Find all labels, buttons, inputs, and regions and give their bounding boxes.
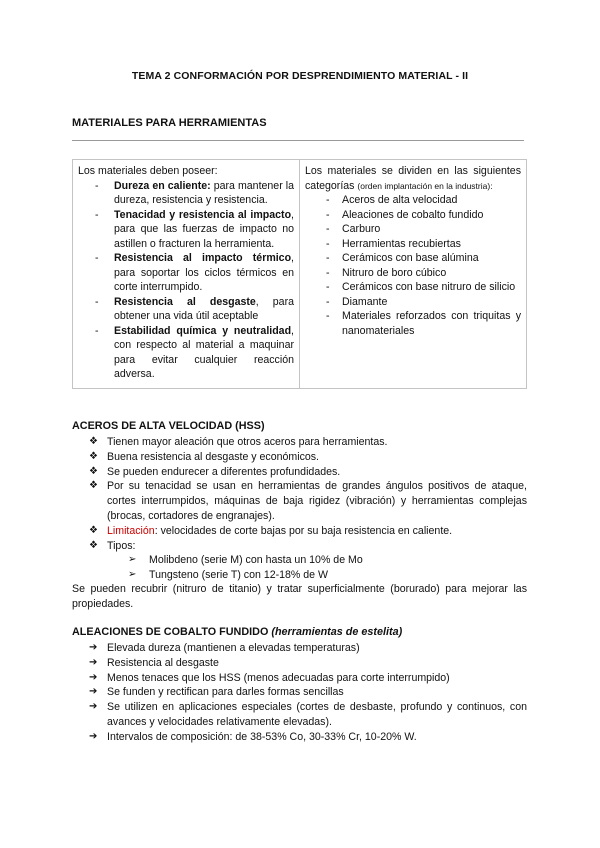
requirement-term: Dureza en caliente: [114,179,211,192]
hss-item-text: Buena resistencia al desgaste y económicos. [107,450,319,463]
cobalt-item [72,685,527,700]
hss-note: Se pueden recubrir (nitruro de titanio) y tratar superficialmente (borurado) para mejorar las propiedades. [72,583,527,610]
requirement-item [78,324,294,382]
requirement-term: Estabilidad química y neutralidad [114,324,292,337]
types-label: Tipos: [107,539,136,552]
categories-intro-text: Los materiales se dividen en las siguientes categorías [305,165,521,192]
category-item: - Aleaciones de cobalto fundido [305,208,521,223]
page-title: TEMA 2 CONFORMACIÓN POR DESPRENDIMIENTO MATERIAL - II [131,70,469,82]
arrow-bullet-icon: ➔ [89,686,98,698]
requirements-intro: Los materiales deben poseer: [78,165,218,177]
diamond-bullet-icon: ❖ [89,450,98,462]
hss-types [72,539,527,554]
requirement-item [78,179,294,208]
arrowhead-bullet-icon: ➢ [128,569,137,581]
category-item: - Cerámicos con base nitruro de silicio [305,280,521,295]
categories-intro-note: (orden implantación en la industria): [357,180,493,191]
diamond-bullet-icon: ❖ [89,465,98,477]
category-item: - Diamante [305,295,521,310]
diamond-bullet-icon: ❖ [89,539,98,551]
hss-item [72,465,527,480]
cobalt-item [72,671,527,686]
requirement-term: Tenacidad y resistencia al impacto [114,208,292,221]
arrow-bullet-icon: ➔ [89,656,98,668]
requirements-cell [73,160,300,389]
materials-table [72,159,527,389]
cobalt-item [72,656,527,671]
hss-item [72,479,527,523]
requirement-desc: , para obtener una vida útil aceptable [114,295,294,322]
arrow-bullet-icon: ➔ [89,730,98,742]
hss-list [72,435,527,583]
requirement-item [78,295,294,324]
requirement-item [78,251,294,295]
requirement-desc: , para soportar los ciclos térmicos en corte interrumpido. [114,252,294,293]
category-item: - Nitruro de boro cúbico [305,266,521,281]
requirements-list [78,179,294,382]
hss-item [72,435,527,450]
cobalt-item-text: Elevada dureza (mantienen a elevadas temperaturas) [107,642,360,654]
category-item: - Herramientas recubiertas [305,237,521,252]
hss-type-item [72,568,527,583]
hss-item [72,450,527,465]
limitation-label: Limitación [107,524,155,537]
cobalt-item [72,730,527,745]
categories-cell [300,160,527,389]
arrowhead-bullet-icon: ➢ [128,554,137,566]
limitation-text: : velocidades de corte bajas por su baja resistencia en caliente. [154,524,453,537]
requirement-desc: , con respecto al material a maquinar para evitar cualquier reacción adversa. [114,324,294,380]
category-item: - Aceros de alta velocidad [305,193,521,208]
cobalt-list [72,641,527,745]
categories-list [305,193,521,338]
arrow-bullet-icon: ➔ [89,642,98,653]
cobalt-item-text: Resistencia al desgaste [107,656,219,669]
cobalt-item-text: Intervalos de composición: de 38-53% Co, 30-33% Cr, 10-20% W. [107,730,417,743]
cobalt-item-text: Menos tenaces que los HSS (menos adecuadas para corte interrumpido) [107,671,450,684]
cobalt-item-text: Se utilizen en aplicaciones especiales (cortes de desbaste, profundo y continuos, con avances y velocidades relativamente elevadas). [107,701,527,728]
horizontal-divider [72,140,524,141]
arrow-bullet-icon: ➔ [89,701,98,713]
hss-type-item [72,553,527,568]
cobalt-item [72,641,527,656]
category-item: - Carburo [305,222,521,237]
hss-item-text: Tienen mayor aleación que otros aceros para herramientas. [107,436,388,448]
categories-intro [305,164,521,193]
hss-item-text: Por su tenacidad se usan en herramientas de grandes ángulos positivos de ataque, cortes interrumpidos, máquinas de baja rigidez (vibración) y herramientas complejas (brocas, cortadores de engranajes). [107,480,527,522]
diamond-bullet-icon: ❖ [89,436,98,447]
requirement-term: Resistencia al impacto térmico [114,252,292,264]
cobalt-heading-italic: (herramientas de estelita) [271,626,403,638]
hss-limitation [72,524,527,539]
requirement-desc: , para que las fuerzas de impacto no astillen o fracturen la herramienta. [114,208,294,250]
diamond-bullet-icon: ❖ [89,524,98,536]
cobalt-heading-text: ALEACIONES DE COBALTO FUNDIDO [72,626,272,638]
requirement-term: Resistencia al desgaste [114,295,256,308]
cobalt-item-text: Se funden y rectifican para darles formas sencillas [107,686,344,699]
section-heading-hss: ACEROS DE ALTA VELOCIDAD (HSS) [72,420,265,432]
category-item: - Materiales reforzados con triquitas y nanomateriales [305,309,521,338]
type-text: Molibdeno (serie M) con hasta un 10% de Mo [149,554,363,567]
section-heading-materiales: MATERIALES PARA HERRAMIENTAS [72,117,267,129]
arrow-bullet-icon: ➔ [89,671,98,683]
section-heading-cobalt [72,626,402,638]
requirement-desc: para mantener la dureza, resistencia y resistencia. [114,179,294,206]
cobalt-item [72,700,527,730]
diamond-bullet-icon: ❖ [89,480,98,492]
hss-item-text: Se pueden endurecer a diferentes profundidades. [107,465,341,478]
type-text: Tungsteno (serie T) con 12-18% de W [149,569,329,582]
requirement-item [78,208,294,252]
category-item: - Cerámicos con base alúmina [305,251,521,266]
